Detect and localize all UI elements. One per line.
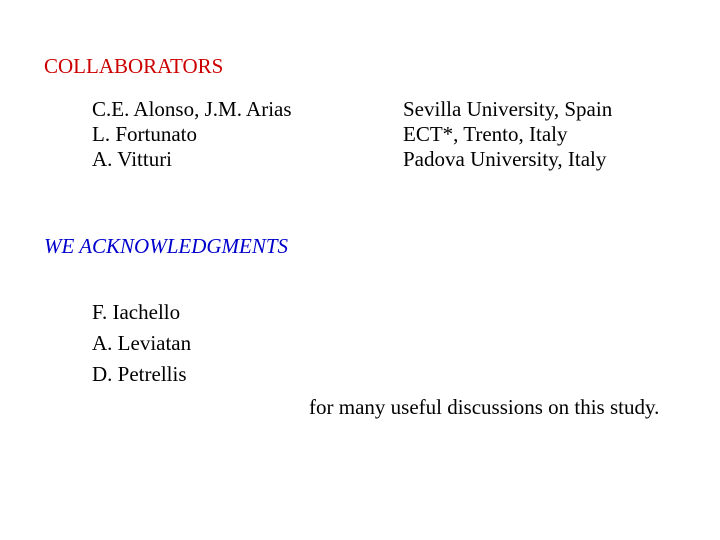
- collaborator-affiliation: ECT*, Trento, Italy: [403, 122, 568, 146]
- collaborator-name: C.E. Alonso, J.M. Arias: [92, 97, 292, 121]
- collaborator-affiliation: Sevilla University, Spain: [403, 97, 613, 121]
- acknowledged-name: D. Petrellis: [92, 362, 187, 386]
- collaborator-name: A. Vitturi: [92, 147, 173, 171]
- collaborator-affiliations: [403, 97, 612, 172]
- acknowledged-name: F. Iachello: [92, 300, 181, 324]
- acknowledged-names: [92, 297, 191, 390]
- acknowledgments-heading: WE ACKNOWLEDGMENTS: [44, 234, 289, 258]
- collaborator-affiliation: Padova University, Italy: [403, 147, 607, 171]
- thanks-text: for many useful discussions on this study.: [309, 395, 660, 419]
- acknowledged-name: A. Leviatan: [92, 331, 192, 355]
- collaborator-name: L. Fortunato: [92, 122, 197, 146]
- collaborator-names: [92, 97, 292, 172]
- collaborators-heading: COLLABORATORS: [44, 54, 224, 78]
